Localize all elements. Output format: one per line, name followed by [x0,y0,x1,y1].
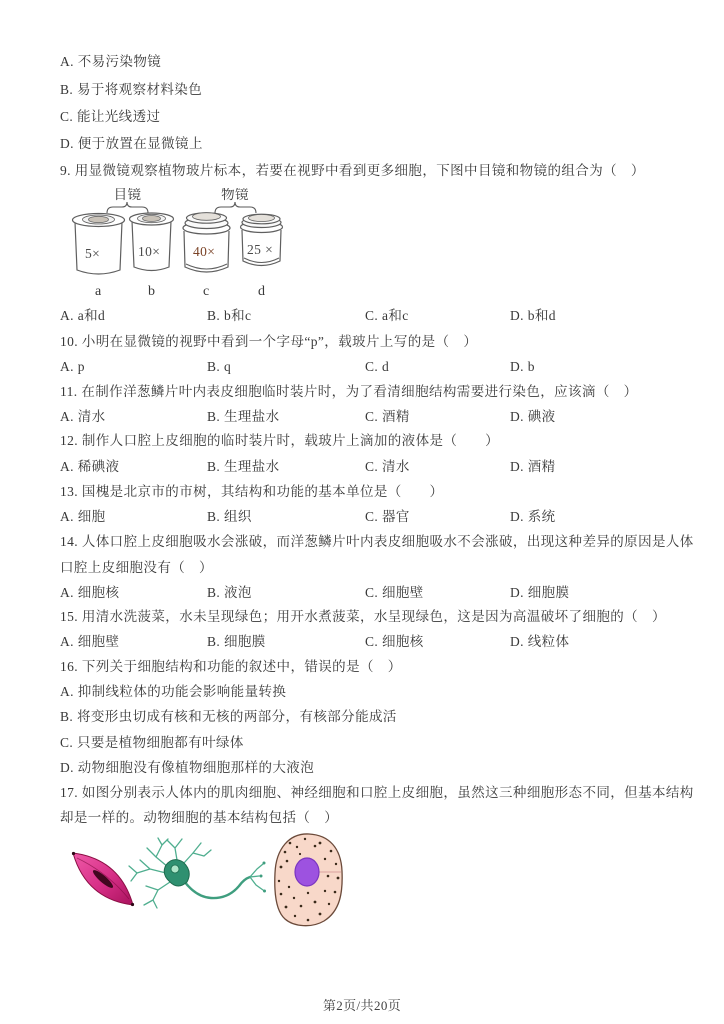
objective-c-icon [183,213,230,272]
question-14-stem-line2: 口腔上皮细胞没有（ ） [60,560,213,575]
objective-group-label: 物镜 [221,188,249,202]
option-b: B. b和c [207,308,252,323]
epithelial-cell-illustration [275,834,342,926]
option-d: D. 线粒体 [510,634,570,649]
question-11-options [60,407,684,426]
nerve-cell-illustration [129,838,266,908]
question-12-options [60,457,684,476]
question-16-option-d: D. 动物细胞没有像植物细胞那样的大液泡 [60,760,315,775]
jar-a-letter: a [95,284,102,299]
option-d: D. b [510,359,535,374]
objective-bracket-icon [215,202,256,213]
question-9-stem: 9. 用显微镜观察植物玻片标本，若要在视野中看到更多细胞，下图中目镜和物镜的组合为（ ） [60,163,645,178]
option-d: D. 酒精 [510,459,556,474]
question-8-option-c: C. 能让光线透过 [60,109,161,124]
question-14-stem-line1: 14. 人体口腔上皮细胞吸水会涨破，而洋葱鳞片叶内表皮细胞吸水不会涨破，出现这种差异的原因是人体 [60,534,694,549]
option-a: A. 细胞 [60,509,106,524]
option-c: C. 清水 [365,459,410,474]
question-8-option-d: D. 便于放置在显微镜上 [60,136,203,151]
question-11-stem: 11. 在制作洋葱鳞片叶内表皮细胞临时装片时，为了看清细胞结构需要进行染色，应该滴（ ） [60,384,638,399]
eyepiece-a-icon [73,214,125,275]
option-a: A. 细胞核 [60,585,120,600]
question-16-option-a: A. 抑制线粒体的功能会影响能量转换 [60,684,287,699]
option-c: C. 器官 [365,509,410,524]
question-10-stem: 10. 小明在显微镜的视野中看到一个字母“p”，载玻片上写的是（ ） [60,334,478,349]
option-a: A. 清水 [60,409,106,424]
cells-figure [58,831,348,943]
lens-combination-figure [58,188,303,302]
option-b: B. 细胞膜 [207,634,266,649]
option-c: C. d [365,359,390,374]
question-9-options [60,306,684,325]
eyepiece-bracket-icon [107,202,148,213]
eyepiece-group-label: 目镜 [113,188,142,202]
option-c: C. 细胞壁 [365,585,424,600]
jar-b-letter: b [148,284,156,299]
option-a: A. 细胞壁 [60,634,120,649]
question-10-options [60,357,684,376]
option-a: A. p [60,359,85,374]
jar-d-magnification: 25 × [247,242,274,257]
option-b: B. 液泡 [207,585,252,600]
option-c: C. 酒精 [365,409,410,424]
option-b: B. q [207,359,232,374]
option-b: B. 组织 [207,509,252,524]
option-b: B. 生理盐水 [207,409,280,424]
question-8-option-b: B. 易于将观察材料染色 [60,82,203,97]
question-15-stem: 15. 用清水洗菠菜，水未呈现绿色；用开水煮菠菜，水呈现绿色，这是因为高温破坏了细胞的（ ） [60,609,666,624]
option-a: A. a和d [60,308,106,323]
jar-c-magnification: 40× [193,244,216,259]
option-d: D. b和d [510,308,556,323]
option-d: D. 碘液 [510,409,556,424]
page-number: 第2页/共20页 [322,998,402,1013]
jar-a-magnification: 5× [85,246,101,261]
question-13-stem: 13. 国槐是北京市的市树，其结构和功能的基本单位是（ ） [60,484,444,499]
question-16-option-c: C. 只要是植物细胞都有叶绿体 [60,735,244,750]
jar-c-letter: c [203,284,210,299]
question-17-stem-line1: 17. 如图分别表示人体内的肌肉细胞、神经细胞和口腔上皮细胞，虽然这三种细胞形态不同，但基本结构 [60,785,694,800]
question-8-option-a: A. 不易污染物镜 [60,54,162,69]
objective-d-icon [241,214,283,265]
option-c: C. a和c [365,308,409,323]
option-d: D. 系统 [510,509,556,524]
question-14-options [60,583,684,602]
eyepiece-b-icon [130,213,174,271]
question-15-options [60,632,684,651]
jar-b-magnification: 10× [138,244,161,259]
muscle-cell-illustration [72,852,134,906]
option-a: A. 稀碘液 [60,459,120,474]
question-16-stem: 16. 下列关于细胞结构和功能的叙述中，错误的是（ ） [60,659,402,674]
option-b: B. 生理盐水 [207,459,280,474]
question-16-option-b: B. 将变形虫切成有核和无核的两部分，有核部分能成活 [60,709,397,724]
jar-d-letter: d [258,284,266,299]
option-c: C. 细胞核 [365,634,424,649]
question-17-stem-line2: 却是一样的。动物细胞的基本结构包括（ ） [60,810,339,825]
question-12-stem: 12. 制作人口腔上皮细胞的临时装片时，载玻片上滴加的液体是（ ） [60,433,500,448]
question-13-options [60,507,684,526]
option-d: D. 细胞膜 [510,585,570,600]
